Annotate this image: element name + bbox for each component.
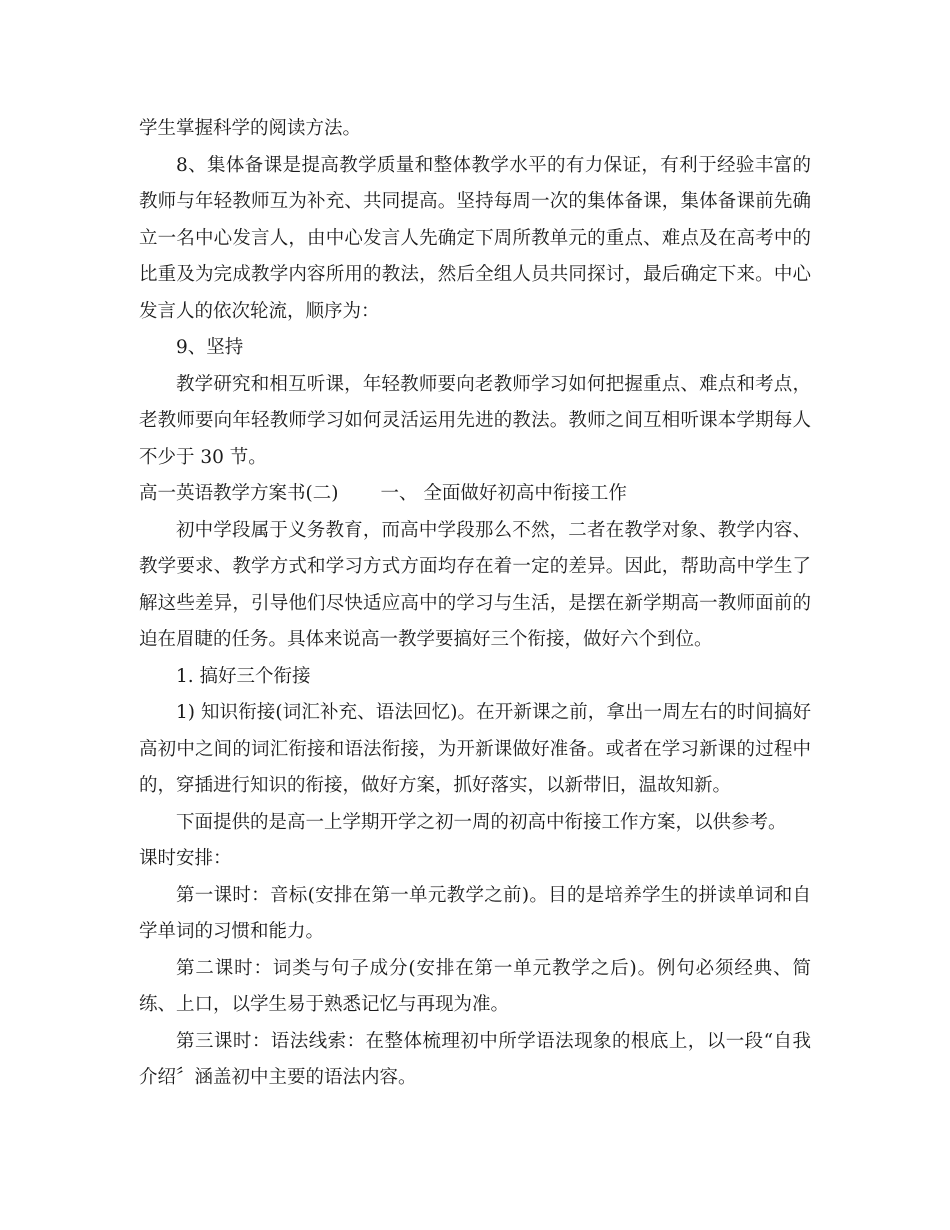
- document-title: 高一英语教学方案书(二): [139, 483, 339, 504]
- paragraph-three-connections: 1. 搞好三个衔接: [176, 665, 311, 687]
- paragraph-lesson-1: 第一课时：音标(安排在第一单元教学之前)。目的是培养学生的拼读单词和自学单词的习惯和能力。: [139, 884, 811, 942]
- section-heading: [139, 476, 811, 513]
- paragraph-schedule-label: 课时安排：: [139, 848, 232, 869]
- document-body: [139, 111, 811, 1097]
- paragraph-item-9: 9、坚持: [176, 337, 244, 358]
- paragraph-collective-lesson-prep: 8、集体备课是提高教学质量和整体教学水平的有力保证，有利于经验丰富的教师与年轻教师互为补充、共同提高。坚持每周一次的集体备课，集体备课前先确立一名中心发言人，由中心发言人先确定下周所教单元的重点、难点及在高考中的比重及为完成教学内容所用的教法，然后全组人员共同探讨，最后确定下来。中心发言人的依次轮流，顺序为：: [139, 154, 811, 322]
- paragraph-plan-reference: 下面提供的是高一上学期开学之初一周的初高中衔接工作方案，以供参考。: [176, 811, 787, 833]
- paragraph-reading-method: 学生掌握科学的阅读方法。: [139, 118, 362, 139]
- paragraph-teaching-research: 教学研究和相互听课，年轻教师要向老教师学习如何把握重点、难点和考点，老教师要向年轻教师学习如何灵活运用先进的教法。教师之间互相听课本学期每人不少于 30 节。: [139, 373, 811, 468]
- paragraph-lesson-2: 第二课时：词类与句子成分(安排在第一单元教学之后)。例句必须经典、简练、上口，以学生易于熟悉记忆与再现为准。: [139, 957, 811, 1015]
- paragraph-lesson-3: 第三课时：语法线索：在整体梳理初中所学语法现象的根底上，以一段“自我介绍〞涵盖初中主要的语法内容。: [139, 1030, 811, 1088]
- paragraph-junior-senior-differences: 初中学段属于义务教育，而高中学段那么不然，二者在教学对象、教学内容、教学要求、教学方式和学习方式方面均存在着一定的差异。因此，帮助高中学生了解这些差异，引导他们尽快适应高中的学习与生活，是摆在新学期高一教师面前的迫在眉睫的任务。具体来说高一教学要搞好三个衔接，做好六个到位。: [139, 519, 811, 650]
- paragraph-knowledge-connection: 1) 知识衔接(词汇补充、语法回忆)。在开新课之前，拿出一周左右的时间搞好高初中之间的词汇衔接和语法衔接，为开新课做好准备。或者在学习新课的过程中的，穿插进行知识的衔接，做好方案，抓好落实，以新带旧，温故知新。: [139, 702, 811, 796]
- section-title: 一、 全面做好初高中衔接工作: [380, 483, 627, 504]
